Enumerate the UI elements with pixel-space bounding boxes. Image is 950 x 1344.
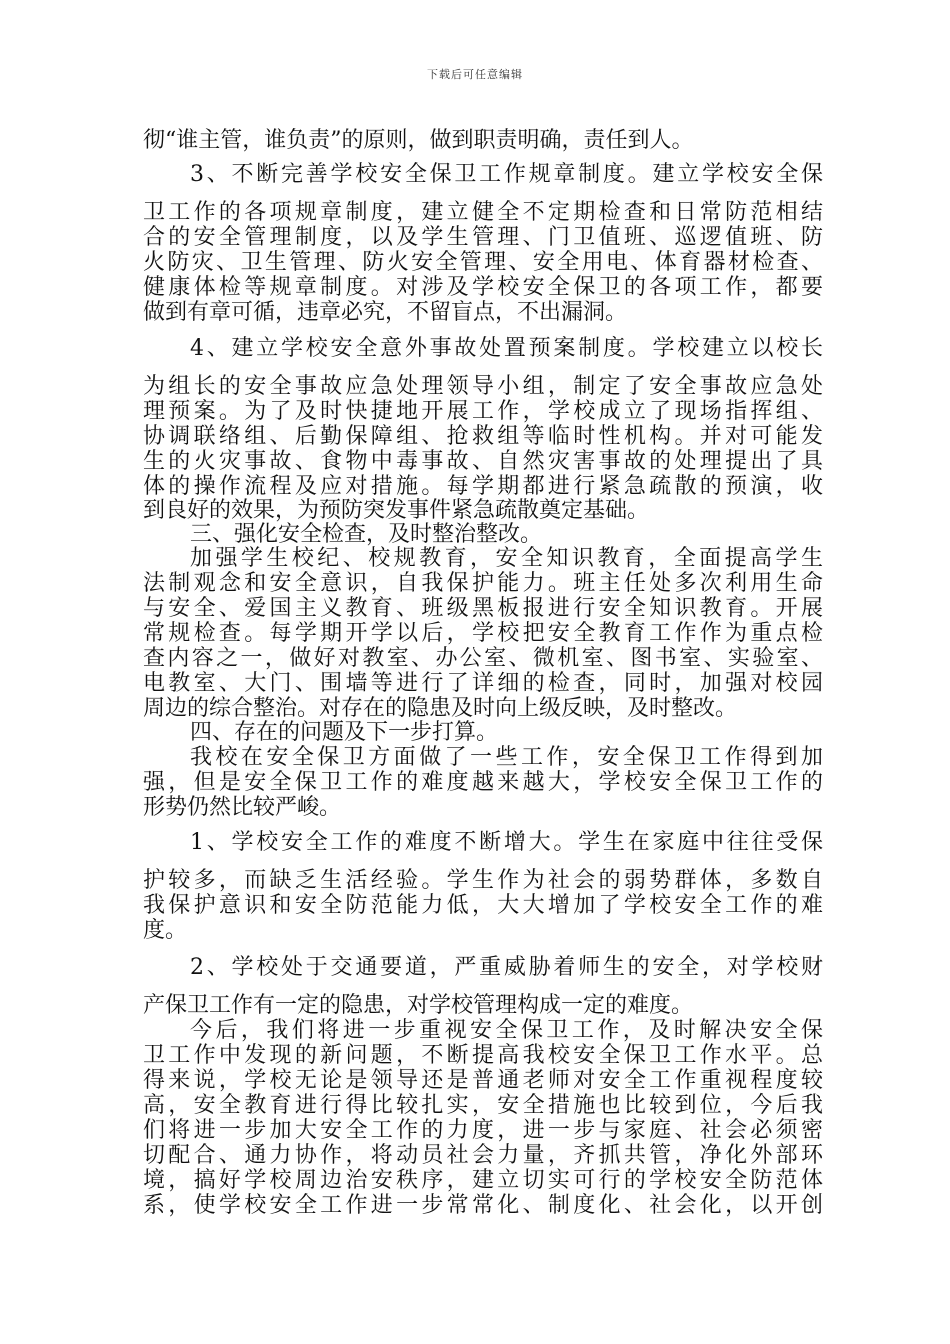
text-line: 我保护意识和安全防范能力低，大大增加了学校安全工作的难 <box>143 893 823 918</box>
text-line: 电教室、大门、围墙等进行了详细的检查，同时，加强对校园 <box>143 671 823 696</box>
text-line: 常规检查。每学期开学以后，学校把安全教育工作作为重点检 <box>143 621 823 646</box>
text-line: 为组长的安全事故应急处理领导小组，制定了安全事故应急处 <box>143 374 823 399</box>
text-line: 加强学生校纪、校规教育，安全知识教育，全面提高学生 <box>190 546 823 571</box>
text-line: 2、学校处于交通要道，严重威胁着师生的安全，对学校财 <box>190 955 823 980</box>
text-line: 法制观念和安全意识，自我保护能力。班主任处多次利用生命 <box>143 571 823 596</box>
text-line: 做到有章可循，违章必究，不留盲点，不出漏洞。 <box>143 300 628 325</box>
text-line: 合的安全管理制度，以及学生管理、门卫值班、巡逻值班、防 <box>143 225 823 250</box>
text-line: 到良好的效果，为预防突发事件紧急疏散奠定基础。 <box>143 498 650 523</box>
text-line: 卫工作中发现的新问题，不断提高我校安全保卫工作水平。总 <box>143 1043 823 1068</box>
text-line: 度。 <box>143 918 188 943</box>
text-line: 生的火灾事故、食物中毒事故、自然灾害事故的处理提出了具 <box>143 449 823 474</box>
section-heading: 四、存在的问题及下一步打算。 <box>190 720 499 745</box>
text-line: 体的操作流程及应对措施。每学期都进行紧急疏散的预演，收 <box>143 474 823 499</box>
text-line: 切配合、通力协作，将动员社会力量，齐抓共管，净化外部环 <box>143 1143 823 1168</box>
text-line: 健康体检等规章制度。对涉及学校安全保卫的各项工作，都要 <box>143 275 823 300</box>
text-line: 得来说，学校无论是领导还是普通老师对安全工作重视程度较 <box>143 1068 823 1093</box>
text-line: 今后，我们将进一步重视安全保卫工作，及时解决安全保 <box>190 1018 823 1043</box>
text-line: 形势仍然比较严峻。 <box>143 795 342 820</box>
text-line: 卫工作的各项规章制度，建立健全不定期检查和日常防范相结 <box>143 200 823 225</box>
text-line: 护较多，而缺乏生活经验。学生作为社会的弱势群体，多数自 <box>143 868 823 893</box>
text-line: 我校在安全保卫方面做了一些工作，安全保卫工作得到加 <box>190 745 823 770</box>
text-line: 协调联络组、后勤保障组、抢救组等临时性机构。并对可能发 <box>143 424 823 449</box>
text-line: 与安全、爱国主义教育、班级黑板报进行安全知识教育。开展 <box>143 596 823 621</box>
text-line: 高，安全教育进行得比较扎实，安全措施也比较到位，今后我 <box>143 1093 823 1118</box>
section-heading: 三、强化安全检查，及时整治整改。 <box>190 522 543 547</box>
text-line: 查内容之一，做好对教室、办公室、微机室、图书室、实验室、 <box>143 646 823 671</box>
text-line: 强，但是安全保卫工作的难度越来越大，学校安全保卫工作的 <box>143 770 823 795</box>
text-line: 系，使学校安全工作进一步常常化、制度化、社会化，以开创 <box>143 1193 823 1218</box>
page-header: 下载后可任意编辑 <box>427 68 523 81</box>
text-line: 理预案。为了及时快捷地开展工作，学校成立了现场指挥组、 <box>143 399 823 424</box>
text-line: 3、不断完善学校安全保卫工作规章制度。建立学校安全保 <box>190 162 823 187</box>
text-line: 火防灾、卫生管理、防火安全管理、安全用电、体育器材检查、 <box>143 250 823 275</box>
text-line: 产保卫工作有一定的隐患，对学校管理构成一定的难度。 <box>143 993 694 1018</box>
text-line: 彻“谁主管，谁负责”的原则，做到职责明确，责任到人。 <box>143 128 694 153</box>
text-line: 4、建立学校安全意外事故处置预案制度。学校建立以校长 <box>190 336 823 361</box>
text-line: 周边的综合整治。对存在的隐患及时向上级反映，及时整改。 <box>143 696 738 721</box>
text-line: 们将进一步加大安全工作的力度，进一步与家庭、社会必须密 <box>143 1118 823 1143</box>
text-line: 境，搞好学校周边治安秩序，建立切实可行的学校安全防范体 <box>143 1168 823 1193</box>
text-line: 1、学校安全工作的难度不断增大。学生在家庭中往往受保 <box>190 830 823 855</box>
